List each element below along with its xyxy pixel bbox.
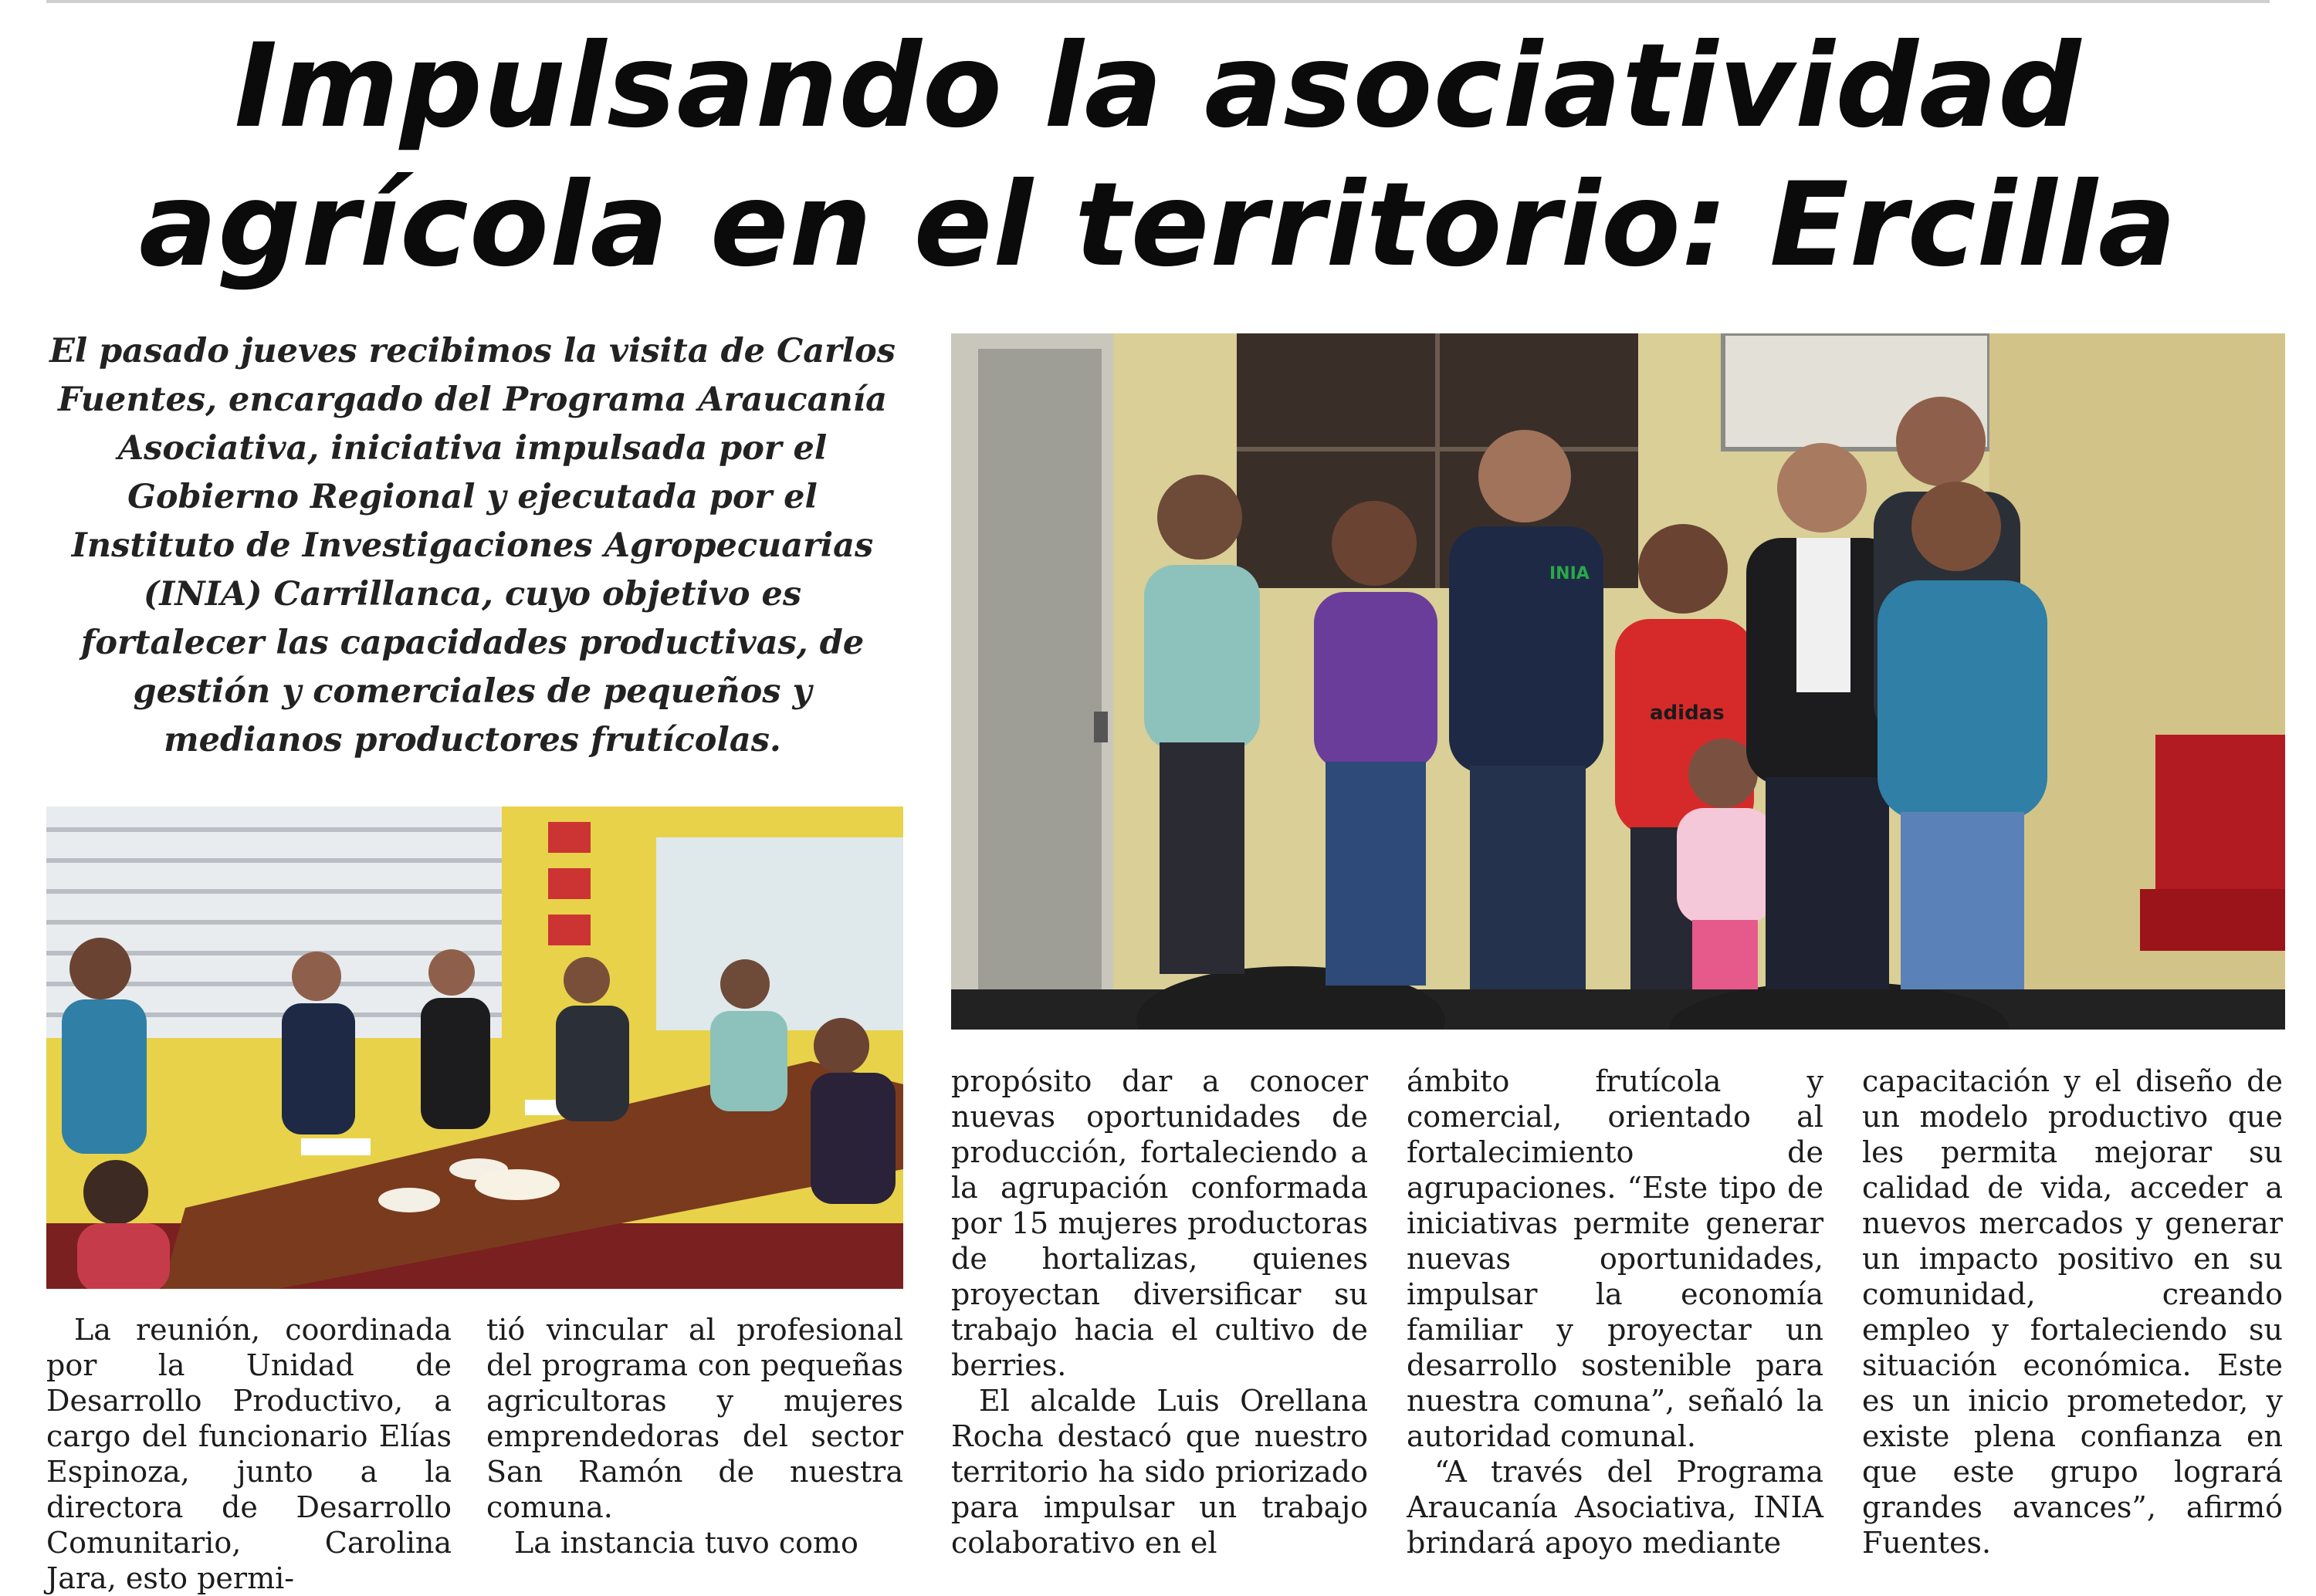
paragraph: La instancia tuvo como	[514, 1526, 858, 1560]
body-column-4	[1407, 1063, 1823, 1560]
body-column-5	[1862, 1063, 2283, 1560]
article-lead: El pasado jueves recibimos la visita de Carlos Fuentes, encargado del Programa Araucanía Asociativa, iniciativa impulsada por el Gobierno Regional y ejecutada por el Instituto de Investigaciones Agropecuarias (INIA) Carrillanca, cuyo objetivo es fortalecer las capacidades productivas, de gestión y comerciales de pequeños y medianos productores frutícolas.	[49, 332, 896, 759]
headline-line-2: agrícola en el territorio: Ercilla	[139, 158, 2177, 292]
meeting-photo	[46, 806, 903, 1289]
paragraph: El alcalde Luis Orellana Rocha destacó que nuestro territorio ha sido priorizado para impulsar un trabajo colaborativo en el	[951, 1384, 1368, 1560]
meeting-photo-illustration	[46, 806, 903, 1289]
body-column-1	[46, 1312, 452, 1596]
headline-line-1: Impulsando la asociatividad	[234, 19, 2082, 154]
paragraph: propósito dar a conocer nuevas oportunidades de producción, fortaleciendo a la agrupación conformada por 15 mujeres productoras de hortalizas, quienes proyectan diversificar su trabajo hacia el cultivo de berries.	[951, 1064, 1368, 1382]
paragraph: “A través del Programa Araucanía Asociativa, INIA brindará apoyo mediante	[1407, 1455, 1823, 1560]
body-column-2	[486, 1312, 903, 1560]
sweatshirt-logo: adidas	[1650, 702, 1725, 725]
top-rule	[46, 0, 2270, 3]
paragraph: La reunión, coordinada por la Unidad de Desarrollo Productivo, a cargo del funcionario Elías Espinoza, junto a la directora de Desarrollo Comunitario, Carolina Jara, esto permi-	[46, 1313, 452, 1595]
paragraph: ámbito frutícola y comercial, orientado al fortalecimiento de agrupaciones. “Este tipo de iniciativas permite generar nuevas oportunidades, impulsar la economía familiar y proyectar un desarrollo sostenible para nuestra comuna”, señaló la autoridad comunal.	[1407, 1064, 1823, 1453]
jacket-logo: INIA	[1549, 564, 1590, 583]
body-column-3	[951, 1063, 1368, 1560]
article-headline	[116, 17, 2200, 295]
paragraph: tió vincular al profesional del programa con pequeñas agricultoras y mujeres emprendedoras del sector San Ramón de nuestra comuna.	[486, 1313, 903, 1524]
paragraph: capacitación y el diseño de un modelo productivo que les permita mejorar su calidad de vida, acceder a nuevos mercados y generar un impacto positivo en su comunidad, creando empleo y fortaleciendo su situación económica. Este es un inicio prometedor, y existe plena confianza en que este grupo logrará grandes avances”, afirmó Fuentes.	[1862, 1064, 2283, 1560]
group-photo	[951, 333, 2285, 1030]
group-photo-illustration	[951, 333, 2285, 1030]
